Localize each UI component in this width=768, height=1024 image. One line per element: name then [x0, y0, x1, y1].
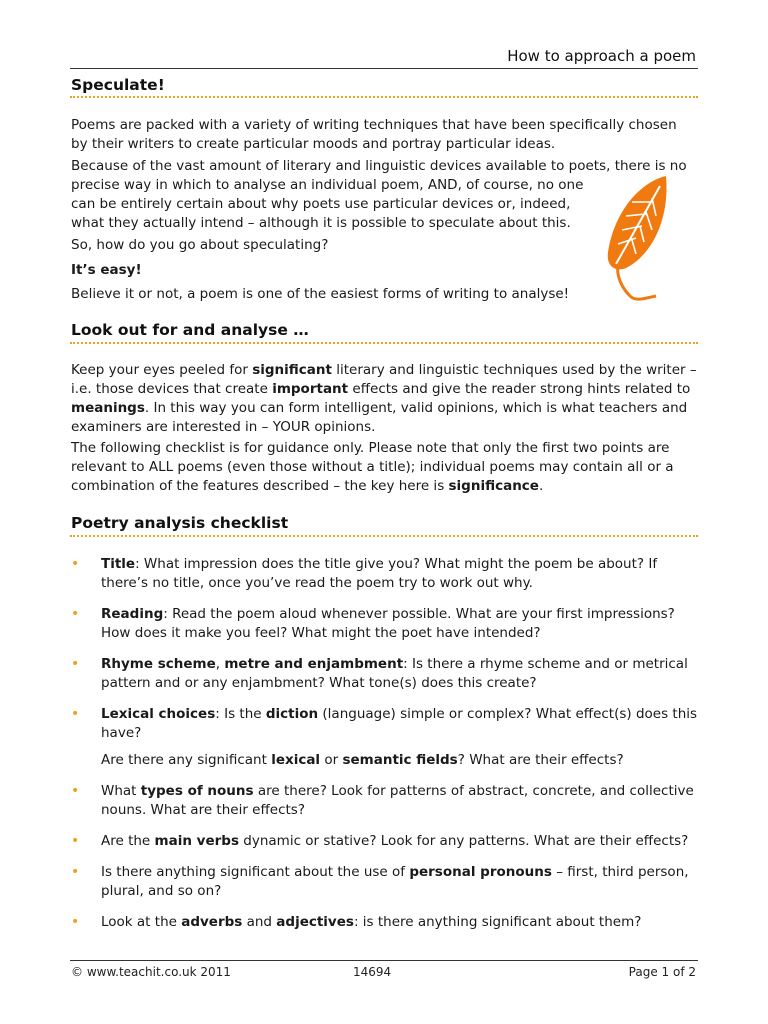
footer-copyright: © www.teachit.co.uk 2011: [71, 965, 231, 979]
bullet-dot-icon: •: [71, 706, 80, 722]
list-item: • Reading: Read the poem aloud whenever possible. What are your first impressions? How does it make you feel? What might the poet have intended?: [71, 606, 675, 641]
checklist-list: [71, 555, 701, 944]
speculate-paragraph-1: Poems are packed with a variety of writing techniques that have been specifically chosen by their writers to create particular moods and portray particular ideas.: [71, 117, 677, 152]
footer-rule: [70, 960, 698, 961]
bullet-dot-icon: •: [71, 606, 80, 622]
speculate-paragraph-4: It’s easy!: [71, 262, 142, 278]
bullet-dot-icon: •: [71, 556, 80, 572]
list-item: • Is there anything significant about the use of personal pronouns – first, third person, plural, and so on?: [71, 864, 689, 899]
heading-speculate: Speculate!: [71, 76, 165, 94]
bullet-dot-icon: •: [71, 864, 80, 880]
dotted-divider: [70, 535, 698, 537]
list-item: • What types of nouns are there? Look for patterns of abstract, concrete, and collective nouns. What are their effects?: [71, 783, 694, 818]
lookout-paragraph-2: The following checklist is for guidance only. Please note that only the first two points are relevant to ALL poems (even those without a title); individual poems may contain all or a combination of the features described – the key here is significance.: [71, 440, 674, 494]
footer-code: 14694: [353, 965, 392, 979]
heading-look-out: Look out for and analyse …: [71, 321, 309, 339]
lookout-paragraph-1: Keep your eyes peeled for significant literary and linguistic techniques used by the writer – i.e. those devices that create important effects and give the reader strong hints related to meanings. In this way you can form intelligent, valid opinions, which is what teachers and examiners are interested in – YOUR opinions.: [71, 362, 697, 435]
dotted-divider: [70, 342, 698, 344]
footer-page-number: Page 1 of 2: [628, 965, 696, 979]
speculate-paragraph-2: Because of the vast amount of literary and linguistic devices available to poets, there is no precise way in which to analyse an individual poem, AND, of course, no one can be entirely certain about why poets use particular devices or, indeed, what they actually intend – although it is possible to speculate about this.: [71, 158, 687, 231]
page-header-title: How to approach a poem: [507, 47, 696, 65]
speculate-paragraph-5: Believe it or not, a poem is one of the easiest forms of writing to analyse!: [71, 286, 570, 302]
feather-leaf-icon: [600, 172, 680, 307]
header-rule: [70, 68, 698, 69]
list-item: • Lexical choices: Is the diction (language) simple or complex? What effect(s) does this have? Are there any significant lexical or semantic fields? What are their effects?: [71, 706, 698, 768]
list-item: • Look at the adverbs and adjectives: is there anything significant about them?: [71, 914, 642, 930]
speculate-paragraph-3: So, how do you go about speculating?: [71, 237, 329, 253]
heading-checklist: Poetry analysis checklist: [71, 514, 289, 532]
bullet-dot-icon: •: [71, 833, 80, 849]
bullet-dot-icon: •: [71, 656, 80, 672]
list-item: • Title: What impression does the title give you? What might the poem be about? If there’s no title, once you’ve read the poem try to work out why.: [71, 556, 658, 591]
bullet-dot-icon: •: [71, 914, 80, 930]
list-item: • Rhyme scheme, metre and enjambment: Is there a rhyme scheme and or metrical pattern and or any enjambment? What tone(s) does this create?: [71, 656, 688, 691]
bullet-dot-icon: •: [71, 783, 80, 799]
dotted-divider: [70, 96, 698, 98]
list-item: • Are the main verbs dynamic or stative? Look for any patterns. What are their effects?: [71, 833, 689, 849]
